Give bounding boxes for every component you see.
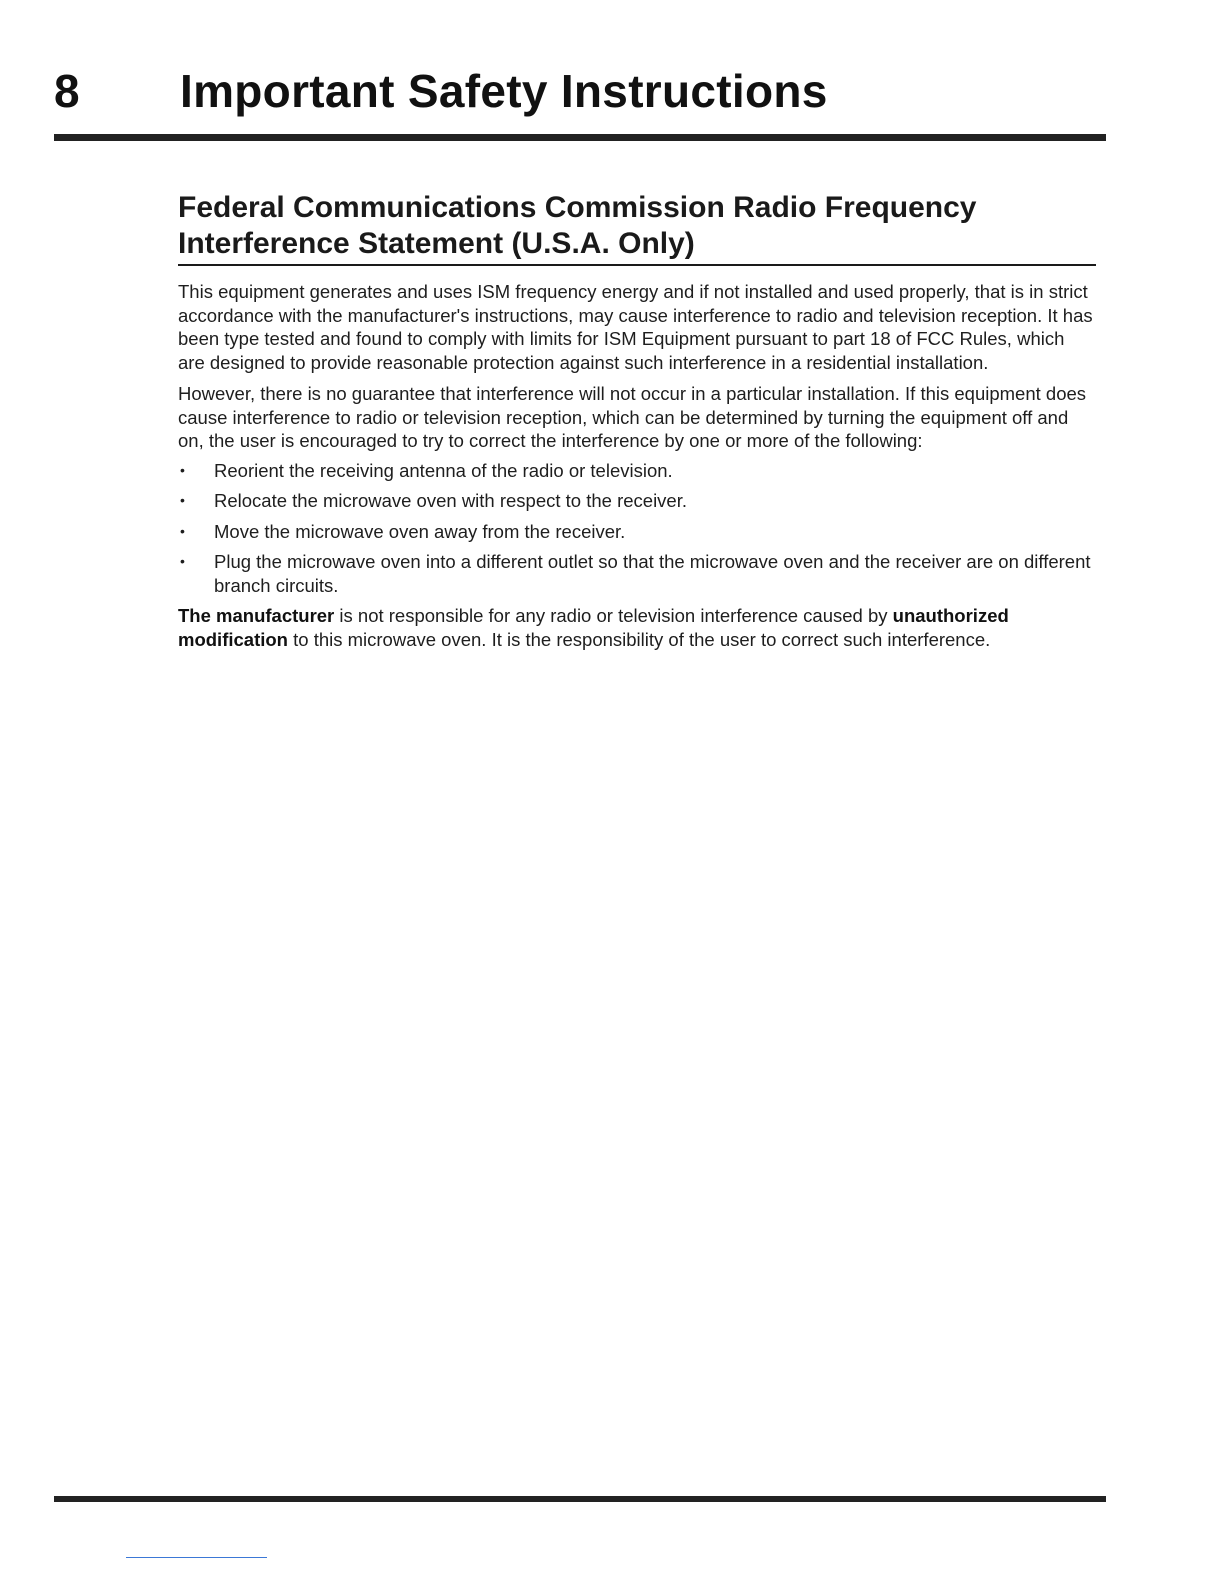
section-heading: Federal Communications Commission Radio Frequency Interference Statement (U.S.A. Only) [178,190,1096,266]
list-item-text: Relocate the microwave oven with respect to the receiver. [214,490,688,511]
bullet-icon: • [180,522,185,539]
page-title: Important Safety Instructions [180,65,828,117]
list-item-text: Move the microwave oven away from the receiver. [214,520,626,542]
fcc-statement-section [178,190,1096,652]
list-item [178,489,1096,513]
list-item [178,459,1096,483]
remedy-list [178,459,1096,598]
page-header [54,58,1106,118]
paragraph-guarantee: However, there is no guarantee that interference will not occur in a particular installation. If this equipment does cause interference to radio or television reception, which can be determined by turning the equipment off and on, the user is encouraged to try to correct the interference by one or more of the following: [178,383,1087,451]
bold-manufacturer: The manufacturer [178,605,335,626]
paragraph-intro: This equipment generates and uses ISM frequency energy and if not installed and used properly, that is in strict accordance with the manufacturer's instructions, may cause interference to radio and television reception. It has been type tested and found to comply with limits for ISM Equipment pursuant to part 18 of FCC Rules, which are designed to provide reasonable protection against such interference in a residential installation. [178,281,1093,373]
list-item-text: Plug the microwave oven into a different outlet so that the microwave oven and the receiver are on different branch circuits. [214,551,1091,596]
footer-link-line [126,1557,267,1558]
bullet-icon: • [180,461,185,478]
bullet-icon: • [180,553,185,569]
paragraph-responsibility [178,604,1096,652]
page-number: 8 [54,65,80,117]
list-item [178,550,1096,597]
list-item-text: Reorient the receiving antenna of the radio or television. [214,459,673,481]
list-item [178,520,1096,544]
closing-text-1: is not responsible for any radio or television interference caused by [334,605,893,626]
footer-divider [54,1496,1106,1502]
bullet-icon: • [180,492,185,508]
closing-text-2: to this microwave oven. It is the responsibility of the user to correct such interference. [287,629,991,650]
header-divider [54,134,1106,141]
bold-unauthorized-modification: unauthorized modification [178,605,1009,650]
